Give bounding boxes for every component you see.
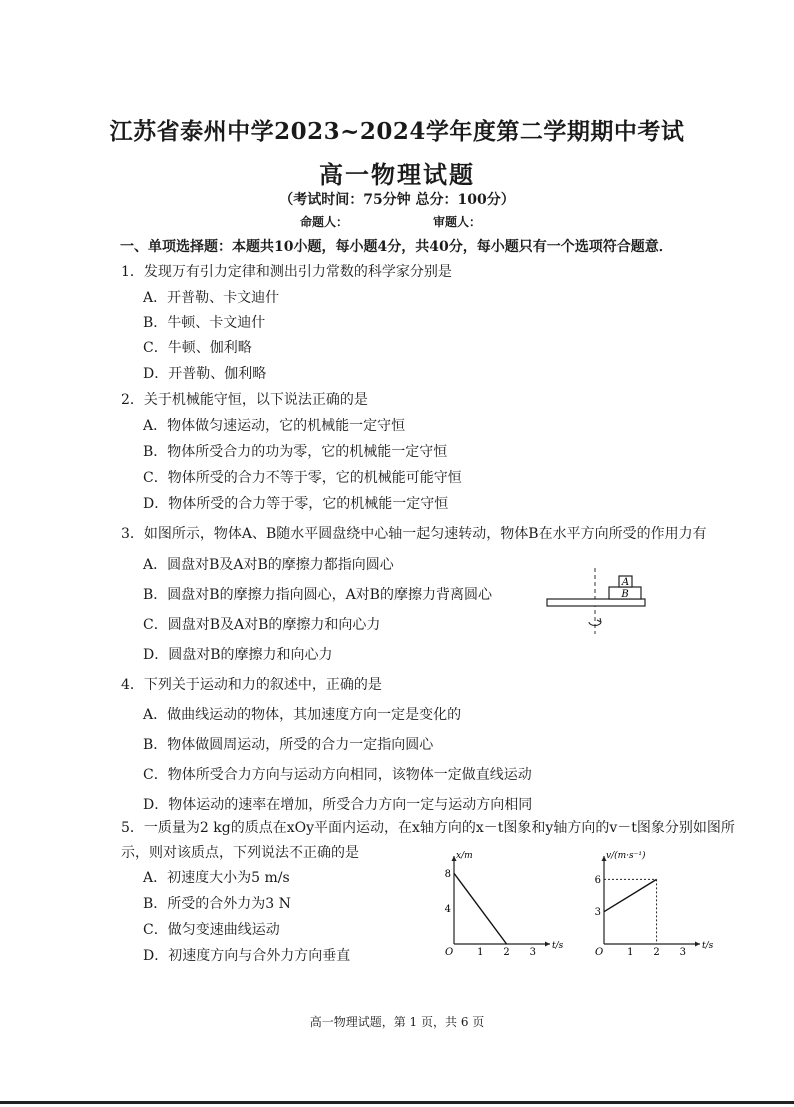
section-heading: 一、单项选择题：本题共10小题，每小题4分，共40分，每小题只有一个选项符合题意． — [120, 239, 673, 255]
setter-label: 命题人： — [300, 215, 349, 229]
chart-0-x-arrow-icon — [545, 942, 550, 947]
chart-1-x-label: t/s — [702, 941, 714, 951]
chart-1-origin-label: O — [595, 947, 604, 958]
rotation-arrowhead-icon — [597, 618, 601, 622]
question-3-option-a: A．圆盘对B及A对B的摩擦力都指向圆心 — [143, 557, 394, 573]
question-4-option-a: A．做曲线运动的物体，其加速度方向一定是变化的 — [143, 707, 462, 723]
chart-0-x-tick-2: 3 — [529, 947, 537, 958]
question-5-option-d: D．初速度方向与合外力方向垂直 — [143, 948, 351, 964]
reviewer-label: 审题人： — [433, 215, 482, 229]
question-4-stem: 4．下列关于运动和力的叙述中，正确的是 — [121, 677, 382, 693]
chart-0-data-line — [454, 873, 507, 944]
question-1-option-b: B．牛顿、卡文迪什 — [143, 315, 266, 331]
disk — [547, 599, 645, 606]
chart-0-x-label: t/s — [552, 941, 564, 951]
chart-0-x-tick-1: 2 — [503, 947, 510, 958]
chart-1-y-label: v/(m·s⁻¹) — [606, 851, 646, 861]
page-footer: 高一物理试题，第 1 页，共 6 页 — [309, 1015, 485, 1029]
question-1-option-c: C．牛顿、伽利略 — [143, 340, 252, 356]
v-t-graph — [590, 850, 720, 960]
question-1-option-a: A．开普勒、卡文迪什 — [143, 290, 280, 306]
question-1-stem: 1．发现万有引力定律和测出引力常数的科学家分别是 — [121, 264, 452, 280]
question-3-option-d: D．圆盘对B的摩擦力和向心力 — [143, 647, 333, 663]
question-5-stem-line-2: 示，则对该质点，下列说法不正确的是 — [121, 845, 359, 861]
chart-0-y-tick-0: 4 — [444, 904, 451, 916]
question-2-option-c: C．物体所受的合力不等于零，它的机械能可能守恒 — [143, 470, 462, 486]
chart-1-data-line — [604, 879, 657, 911]
disk-figure — [545, 566, 650, 638]
chart-1-y-tick-0: 3 — [594, 907, 601, 919]
x-t-graph — [440, 850, 564, 960]
chart-0-y-label: x/m — [456, 851, 473, 861]
question-2-option-a: A．物体做匀速运动，它的机械能一定守恒 — [143, 418, 406, 434]
question-4-option-c: C．物体所受合力方向与运动方向相同，该物体一定做直线运动 — [143, 767, 532, 783]
block-a-label: A — [621, 577, 630, 588]
chart-1-x-tick-0: 1 — [627, 947, 634, 958]
question-1-option-d: D．开普勒、伽利略 — [143, 366, 267, 382]
exam-subject-title: 高一物理试题 — [319, 160, 475, 189]
question-5-option-b: B．所受的合外力为3 N — [143, 896, 291, 912]
question-4-option-d: D．物体运动的速率在增加，所受合力方向一定与运动方向相同 — [143, 797, 533, 813]
page-bottom-rule — [0, 1101, 794, 1104]
exam-time-score: （考试时间：75分钟 总分：100分） — [279, 192, 515, 208]
question-5-option-a: A．初速度大小为5 m/s — [143, 870, 290, 886]
question-5-stem-line-1: 5．一质量为2 kg的质点在xOy平面内运动，在x轴方向的x－t图象和y轴方向的v－t图象分别如图所 — [121, 820, 735, 836]
chart-0-origin-label: O — [445, 947, 454, 958]
block-b-label: B — [621, 589, 629, 600]
chart-1-x-arrow-icon — [695, 942, 700, 947]
chart-1-x-tick-1: 2 — [653, 947, 660, 958]
question-3-stem: 3．如图所示，物体A、B随水平圆盘绕中心轴一起匀速转动，物体B在水平方向所受的作用力有 — [121, 526, 707, 542]
question-3-option-b: B．圆盘对B的摩擦力指向圆心，A对B的摩擦力背离圆心 — [143, 587, 492, 603]
chart-1-x-tick-2: 3 — [679, 947, 687, 958]
chart-0-y-tick-1: 8 — [444, 868, 451, 880]
question-2-option-b: B．物体所受合力的功为零，它的机械能一定守恒 — [143, 444, 448, 460]
exam-title: 江苏省泰州中学2023~2024学年度第二学期期中考试 — [109, 118, 685, 145]
question-4-option-b: B．物体做圆周运动，所受的合力一定指向圆心 — [143, 737, 434, 753]
question-5-option-c: C．做匀变速曲线运动 — [143, 922, 280, 938]
chart-1-y-tick-1: 6 — [594, 874, 601, 886]
question-2-option-d: D．物体所受的合力等于零，它的机械能一定守恒 — [143, 496, 449, 512]
question-3-option-c: C．圆盘对B及A对B的摩擦力和向心力 — [143, 617, 381, 633]
question-2-stem: 2．关于机械能守恒，以下说法正确的是 — [121, 392, 368, 408]
chart-0-x-tick-0: 1 — [477, 947, 484, 958]
